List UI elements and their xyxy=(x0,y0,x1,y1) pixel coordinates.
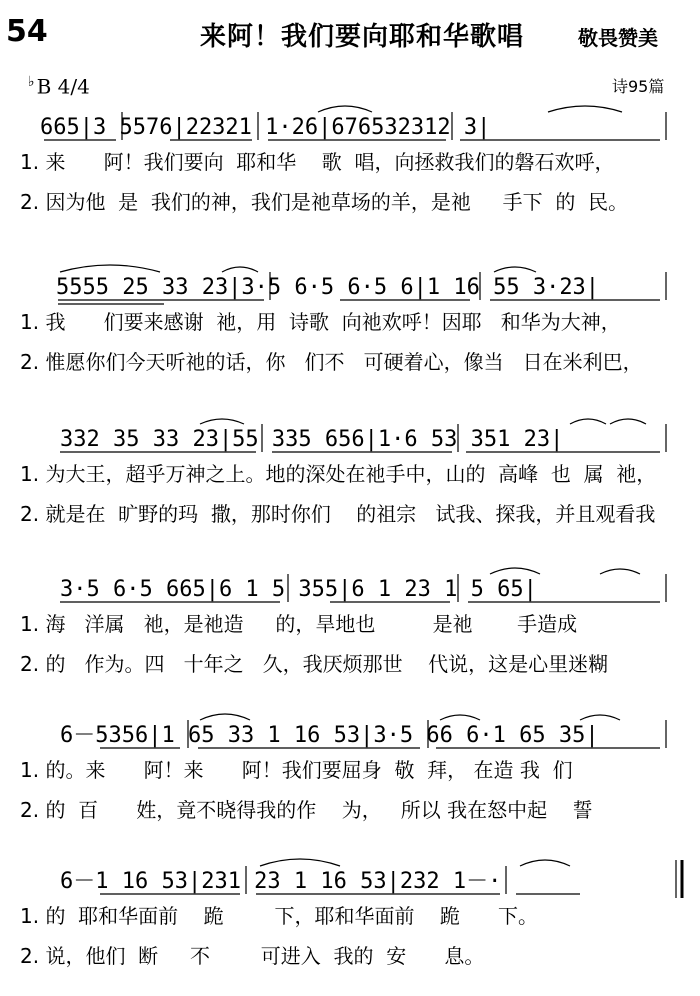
lyric-verse-1: 1. 来 阿！我们要向 耶和华 歌 唱，向拯救我们的磐石欢呼， xyxy=(20,150,615,174)
notation-staff-4 xyxy=(0,560,700,610)
music-system-4 xyxy=(0,560,700,690)
hymn-number: 54 xyxy=(6,14,48,49)
lyric-verse-1: 1. 为大王，超乎万神之上。地的深处在祂手中，山的 高峰 也 属 祂， xyxy=(20,462,657,486)
notation-line-6: 6－1 16 53|231 23 1 16 53|232 1－· xyxy=(60,869,502,894)
scripture-reference: 诗95篇 xyxy=(612,77,665,96)
lyric-verse-1: 1. 我 们要来感谢 祂，用 诗歌 向祂欢呼！因耶 和华为大神， xyxy=(20,310,621,334)
notation-staff-2 xyxy=(0,258,700,308)
notation-line-2: 5555 25 33 23|3·5 6·5 6·5 6|1 16 55 3·23| xyxy=(56,275,600,300)
notation-staff-3 xyxy=(0,410,700,460)
music-system-2 xyxy=(0,258,700,388)
flat-sign: ♭ xyxy=(28,74,35,90)
notation-staff-5 xyxy=(0,706,700,756)
music-system-5 xyxy=(0,706,700,836)
lyric-verse-2: 2. 惟愿你们今天听祂的话，你 们不 可硬着心，像当 日在米利巴， xyxy=(20,350,643,374)
hymn-category: 敬畏赞美 xyxy=(578,26,658,50)
lyric-verse-1: 1. 的 耶和华面前 跪 下，耶和华面前 跪 下。 xyxy=(20,904,539,928)
lyric-verse-2: 2. 的 百 姓，竟不晓得我的作 为， 所以 我在怒中起 誓 xyxy=(20,798,593,822)
notation-staff-6 xyxy=(0,852,700,902)
notation-line-5: 6－5356|1 65 33 1 16 53|3·5 66 6·1 65 35| xyxy=(60,723,599,748)
lyric-verse-1: 1. 海 洋属 祂，是祂造 的，旱地也 是祂 手造成 xyxy=(20,612,578,636)
key-signature xyxy=(28,74,90,99)
notation-line-1: 665|3 5576|22321 1·26|676532312 3| xyxy=(40,115,491,140)
music-system-3 xyxy=(0,410,700,540)
lyric-verse-2: 2. 因为他 是 我们的神，我们是祂草场的羊，是祂 手下 的 民。 xyxy=(20,190,629,214)
notation-line-3: 332 35 33 23|55 335 656|1·6 53 351 23| xyxy=(60,427,564,452)
lyric-verse-2: 2. 说，他们 断 不 可进入 我的 安 息。 xyxy=(20,944,485,968)
music-system-1 xyxy=(0,98,700,228)
lyric-verse-2: 2. 的 作为。四 十年之 久，我厌烦那世 代说，这是心里迷糊 xyxy=(20,652,609,676)
lyric-verse-2: 2. 就是在 旷野的玛 撒，那时你们 的祖宗 试我、探我，并且观看我 xyxy=(20,502,656,526)
notation-staff-1 xyxy=(0,98,700,148)
music-system-6 xyxy=(0,852,700,982)
hymn-title: 来阿！我们要向耶和华歌唱 xyxy=(200,22,525,52)
notation-line-4: 3·5 6·5 665|6 1 5 355|6 1 23 1 5 65| xyxy=(60,577,537,602)
lyric-verse-1: 1. 的。来 阿！来 阿！我们要屈身 敬 拜， 在造 我 们 xyxy=(20,758,573,782)
key-and-time: B 4/4 xyxy=(36,74,90,99)
